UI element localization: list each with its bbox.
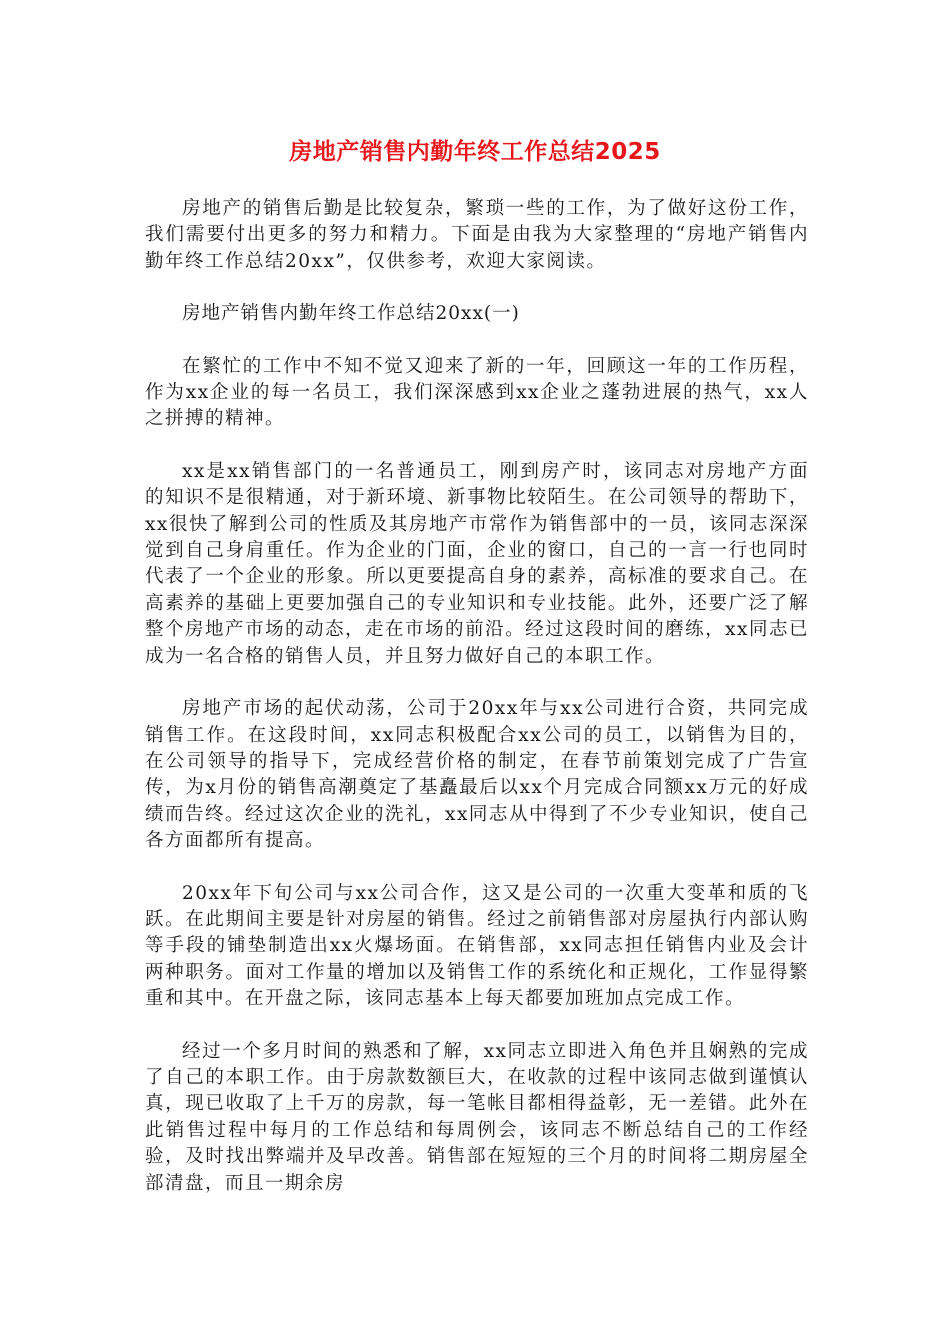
body-paragraph: 20xx年下旬公司与xx公司合作，这又是公司的一次重大变革和质的飞跃。在此期间主要是针对房屋的销售。经过之前销售部对房屋执行内部认购等手段的铺垫制造出xx火爆场面。在销售部，xx同志担任销售内业及会计两种职务。面对工作量的增加以及销售工作的系统化和正规化，工作显得繁重和其中。在开盘之际，该同志基本上每天都要加班加点完成工作。 xyxy=(145,882,809,1010)
section-heading: 房地产销售内勤年终工作总结20xx(一) xyxy=(182,303,520,325)
body-paragraph: 房地产市场的起伏动荡，公司于20xx年与xx公司进行合资，共同完成销售工作。在这段时间，xx同志积极配合xx公司的员工，以销售为目的，在公司领导的指导下，完成经营价格的制定，在春节前策划完成了广告宣传，为x月份的销售高潮奠定了基矗最后以xx个月完成合同额xx万元的好成绩而告终。经过这次企业的洗礼，xx同志从中得到了不少专业知识，使自己各方面都所有提高。 xyxy=(145,698,809,852)
body-paragraph: xx是xx销售部门的一名普通员工，刚到房产时，该同志对房地产方面的知识不是很精通，对于新环境、新事物比较陌生。在公司领导的帮助下，xx很快了解到公司的性质及其房地产市常作为销售部中的一员，该同志深深觉到自己身肩重任。作为企业的门面，企业的窗口，自己的一言一行也同时代表了一个企业的形象。所以更要提高自身的素养，高标准的要求自己。在高素养的基础上更要加强自己的专业知识和专业技能。此外，还要广泛了解整个房地产市场的动态，走在市场的前沿。经过这段时间的磨练，xx同志已成为一名合格的销售人员，并且努力做好自己的本职工作。 xyxy=(145,460,809,667)
document-title: 房地产销售内勤年终工作总结2025 xyxy=(289,139,661,165)
body-paragraph: 在繁忙的工作中不知不觉又迎来了新的一年，回顾这一年的工作历程，作为xx企业的每一名员工，我们深深感到xx企业之蓬勃进展的热气，xx人之拼搏的精神。 xyxy=(145,355,809,430)
body-paragraph: 经过一个多月时间的熟悉和了解，xx同志立即进入角色并且娴熟的完成了自己的本职工作。由于房款数额巨大，在收款的过程中该同志做到谨慎认真，现已收取了上千万的房款，每一笔帐目都相得益彰，无一差错。此外在此销售过程中每月的工作总结和每周例会，该同志不断总结自己的工作经验，及时找出弊端并及早改善。销售部在短短的三个月的时间将二期房屋全部清盘，而且一期余房 xyxy=(145,1040,809,1194)
intro-paragraph: 房地产的销售后勤是比较复杂，繁琐一些的工作，为了做好这份工作，我们需要付出更多的努力和精力。下面是由我为大家整理的“房地产销售内勤年终工作总结20xx”，仅供参考，欢迎大家阅读。 xyxy=(145,198,809,272)
document-body xyxy=(145,196,809,1223)
